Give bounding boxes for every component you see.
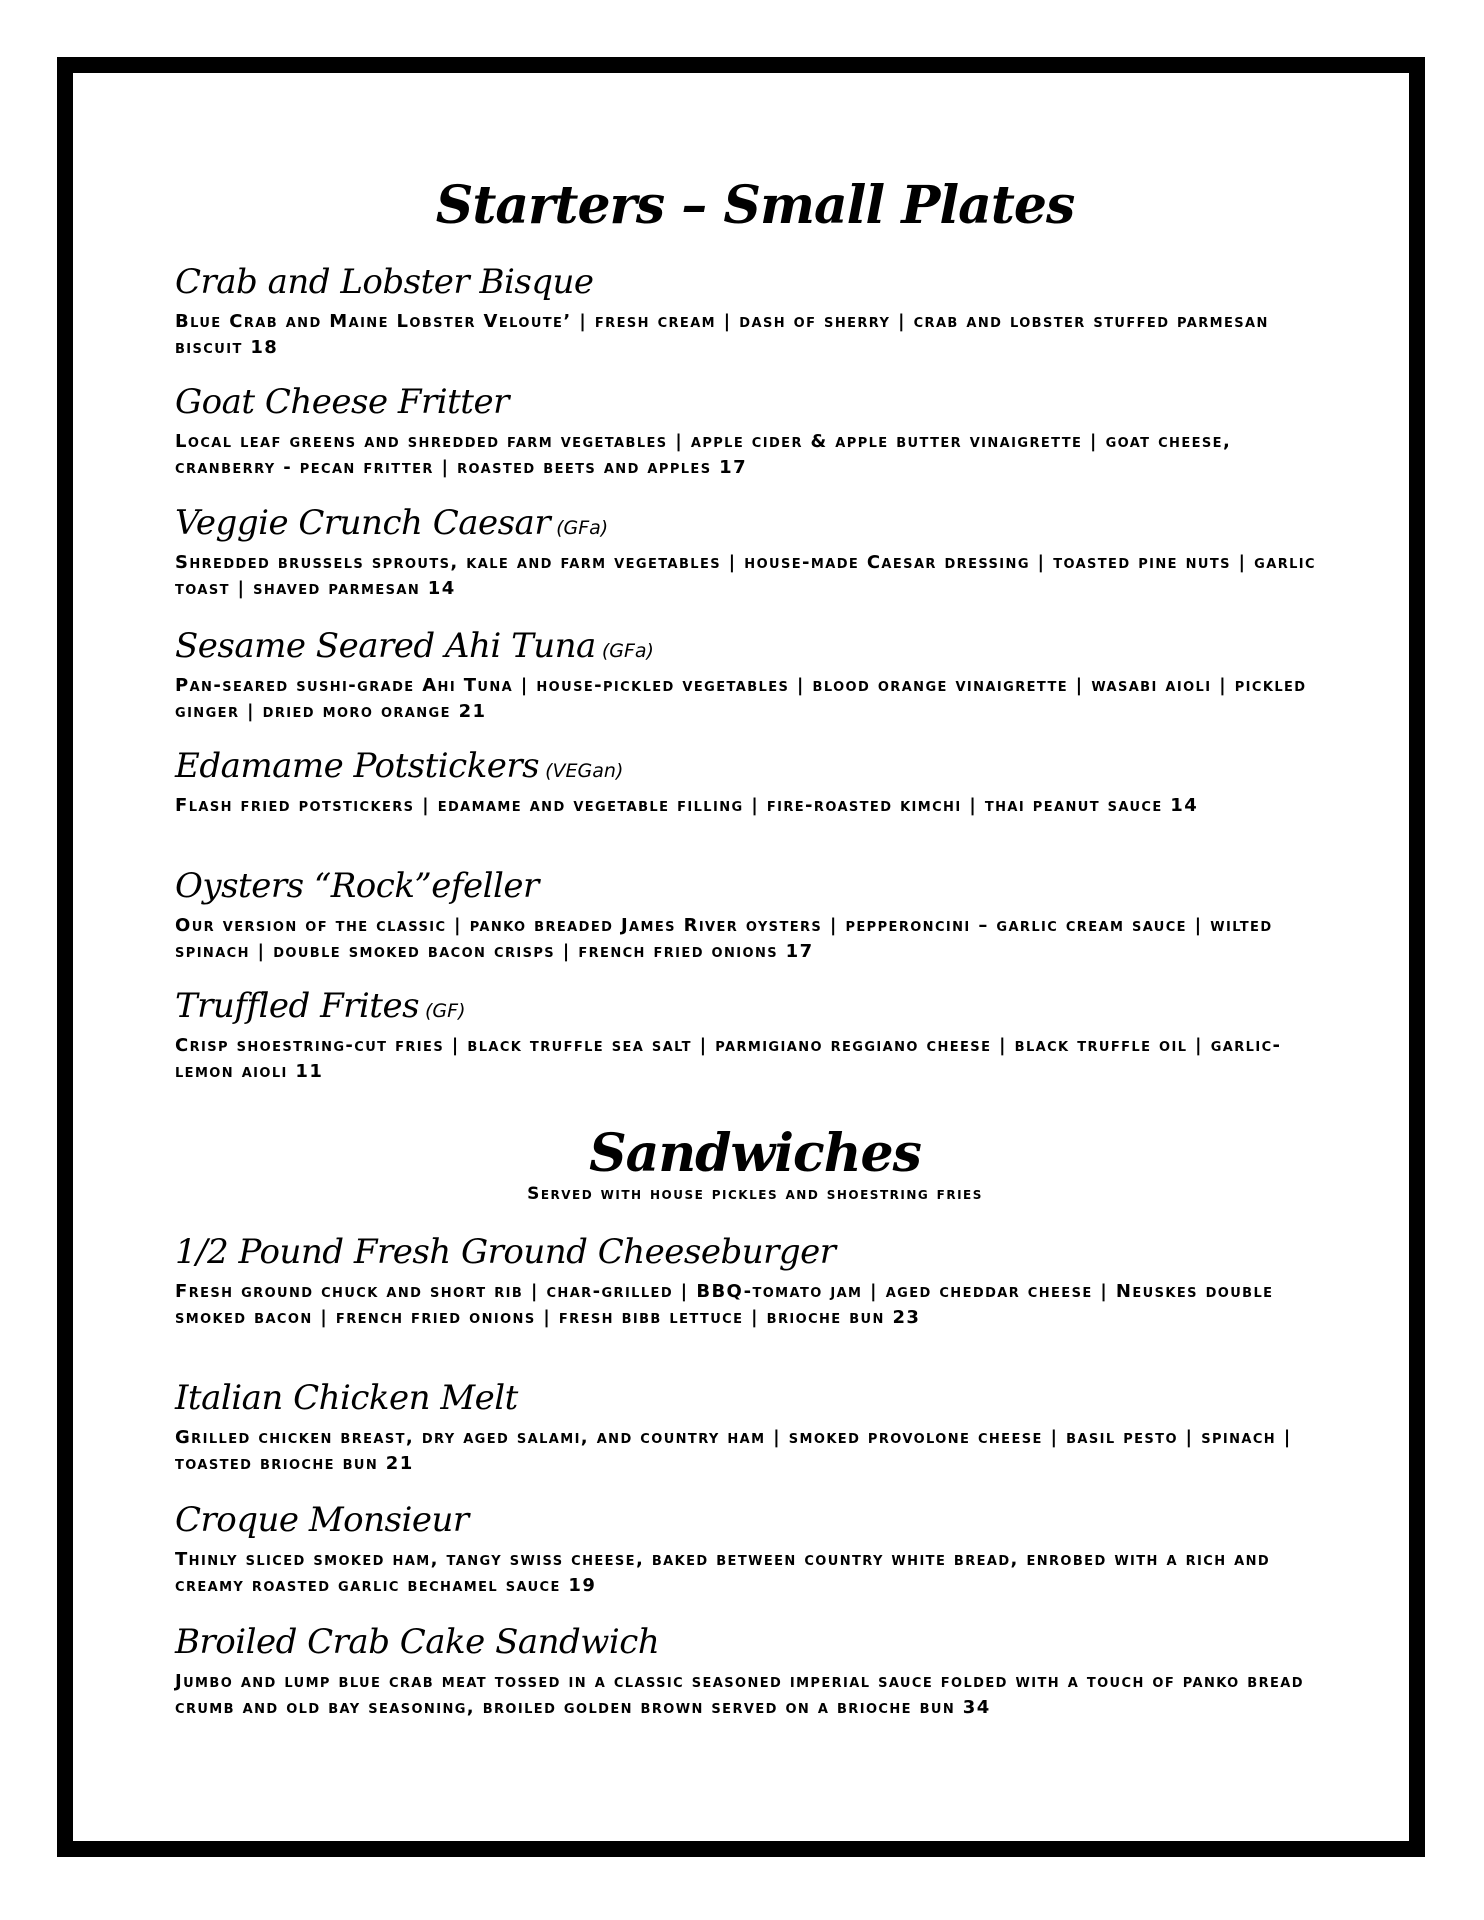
- item-name: Goat Cheese Fritter: [175, 382, 509, 422]
- menu-item: [175, 626, 1335, 725]
- item-name: Sesame Seared Ahi Tuna (GFa): [175, 626, 654, 666]
- menu-item: [175, 746, 1335, 819]
- item-name: 1/2 Pound Fresh Ground Cheeseburger: [175, 1232, 836, 1272]
- item-description: Our version of the classic | panko breaded James River oysters | pepperoncini – garlic cream sauce | wilted spinach | double smoked bacon crisps | french fried onions 17: [175, 915, 1273, 962]
- item-name: Crab and Lobster Bisque: [175, 262, 594, 302]
- menu-item: [175, 262, 1335, 361]
- item-description: Fresh ground chuck and short rib | char-grilled | BBQ-tomato jam | aged cheddar cheese | Neuskes double smoked bacon | french fried onions | fresh bibb lettuce | brioche bun 23: [175, 1281, 1274, 1328]
- menu-item: [175, 1622, 1335, 1721]
- menu-item: [175, 1500, 1335, 1599]
- item-name: Edamame Potstickers (VEGan): [175, 746, 624, 786]
- item-name: Croque Monsieur: [175, 1500, 469, 1540]
- item-description: Flash fried potstickers | edamame and vegetable filling | fire-roasted kimchi | thai peanut sauce 14: [175, 795, 1199, 816]
- sandwiches-title: Sandwiches: [589, 1123, 921, 1184]
- item-description: Jumbo and lump blue crab meat tossed in a classic seasoned imperial sauce folded with a touch of panko bread crumb and old bay seasoning, broiled golden brown served on a brioche bun 34: [175, 1671, 1304, 1718]
- item-description: Shredded brussels sprouts, kale and farm vegetables | house-made Caesar dressing | toasted pine nuts | garlic toast | shaved parmesan 14: [175, 552, 1316, 599]
- item-description: Crisp shoestring-cut fries | black truffle sea salt | parmigiano reggiano cheese | black truffle oil | garlic-lemon aioli 11: [175, 1035, 1282, 1082]
- sandwiches-subtitle: Served with house pickles and shoestring fries: [527, 1184, 983, 1204]
- starters-title: Starters – Small Plates: [435, 175, 1075, 236]
- item-description: Thinly sliced smoked ham, tangy swiss cheese, baked between country white bread, enrobed with a rich and creamy roasted garlic bechamel sauce 19: [175, 1549, 1271, 1596]
- item-name: Truffled Frites (GF): [175, 986, 466, 1026]
- item-name: Oysters “Rock”efeller: [175, 866, 539, 906]
- item-description: Blue Crab and Maine Lobster Veloute’ | fresh cream | dash of sherry | crab and lobster stuffed parmesan biscuit 18: [175, 311, 1269, 358]
- menu-item: [175, 866, 1335, 965]
- menu-item: [175, 382, 1335, 481]
- item-description: Grilled chicken breast, dry aged salami, and country ham | smoked provolone cheese | basil pesto | spinach | toasted brioche bun 21: [175, 1427, 1292, 1474]
- item-name: Veggie Crunch Caesar (GFa): [175, 503, 609, 543]
- item-description: Local leaf greens and shredded farm vegetables | apple cider & apple butter vinaigrette | goat cheese, cranberry - pecan fritter | roasted beets and apples 17: [175, 431, 1232, 478]
- menu-item: [175, 503, 1335, 602]
- item-name: Italian Chicken Melt: [175, 1378, 518, 1418]
- menu-item: [175, 1378, 1335, 1477]
- item-name: Broiled Crab Cake Sandwich: [175, 1622, 660, 1662]
- menu-item: [175, 1232, 1335, 1331]
- item-description: Pan-seared sushi-grade Ahi Tuna | house-pickled vegetables | blood orange vinaigrette | wasabi aioli | pickled ginger | dried moro orange 21: [175, 675, 1307, 722]
- menu-item: [175, 986, 1335, 1085]
